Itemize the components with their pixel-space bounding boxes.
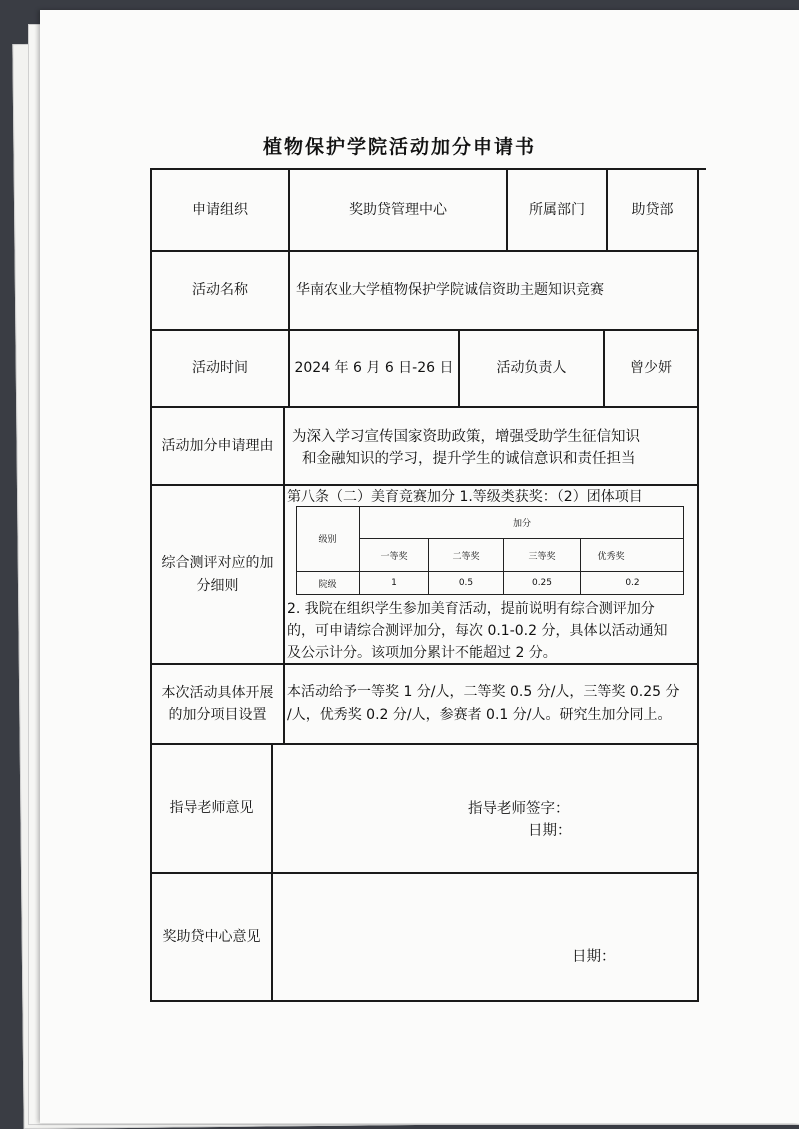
header-level: 级别 — [318, 535, 337, 545]
label-department: 所属部门 — [529, 201, 585, 218]
value-third-prize: 0.25 — [531, 578, 553, 588]
value-activity-lead: 曾少妍 — [630, 360, 672, 377]
label-activity-lead: 活动负责人 — [496, 360, 567, 377]
center-date-label: 日期： — [572, 949, 616, 965]
reason-line-2: 和金融知识的学习，提升学生的诚信意识和责任担当 — [302, 451, 636, 467]
header-second-prize: 二等奖 — [452, 551, 480, 562]
label-evaluation-rules — [152, 486, 283, 663]
scoring-line-1: 本活动给予一等奖 1 分/人，二等奖 0.5 分/人，三等奖 0.25 分 — [287, 684, 680, 700]
label-activity-name: 活动名称 — [192, 282, 248, 299]
value-first-prize: 1 — [391, 578, 397, 588]
value-applicant-org: 奖助贷管理中心 — [349, 201, 447, 218]
table-border-bottom — [150, 1000, 699, 1002]
label-line: 综合测评对应的加 — [161, 555, 274, 572]
score-table-border — [296, 594, 684, 595]
label-line: 的加分项目设置 — [168, 707, 267, 723]
advisor-date-label: 日期： — [528, 823, 572, 839]
rule-note-line-1: 2. 我院在组织学生参加美育活动，提前说明有综合测评加分 — [287, 601, 655, 617]
rule-heading: 第八条（二）美育竞赛加分 1.等级类获奖：（2）团体项目 — [287, 489, 643, 505]
rule-note-line-3: 及公示计分。该项加分累计不能超过 2 分。 — [287, 645, 557, 661]
label-applicant-org: 申请组织 — [192, 201, 248, 218]
header-excellence-prize: 优秀奖 — [597, 551, 625, 562]
label-application-reason: 活动加分申请理由 — [161, 437, 274, 454]
label-line: 本次活动具体开展 — [161, 684, 274, 701]
rule-note-line-2: 的，可申请综合测评加分，每次 0.1-0.2 分，具体以活动通知 — [287, 623, 668, 639]
row-label-college: 院级 — [318, 579, 337, 590]
value-excellence-prize: 0.2 — [625, 578, 640, 588]
column-divider — [271, 743, 273, 1001]
table-border-right — [697, 168, 699, 1002]
header-score: 加分 — [512, 518, 531, 529]
reason-line-1: 为深入学习宣传国家资助政策，增强受助学生征信知识 — [292, 429, 640, 445]
value-activity-name: 华南农业大学植物保护学院诚信资助主题知识竞赛 — [296, 282, 604, 299]
document-title: 植物保护学院活动加分申请书 — [262, 136, 536, 158]
label-scoring-setup — [152, 665, 283, 743]
column-divider — [283, 406, 285, 743]
score-table — [296, 506, 684, 595]
scoring-line-2: /人，优秀奖 0.2 分/人，参赛者 0.1 分/人。研究生加分同上。 — [287, 707, 672, 723]
header-third-prize: 三等奖 — [528, 551, 556, 562]
value-department: 助贷部 — [631, 201, 674, 218]
label-activity-time: 活动时间 — [192, 360, 248, 377]
label-advisor-opinion: 指导老师意见 — [169, 800, 254, 817]
header-first-prize: 一等奖 — [380, 551, 408, 562]
label-line: 分细则 — [196, 577, 239, 594]
value-activity-time: 2024 年 6 月 6 日-26 日 — [294, 360, 454, 377]
value-second-prize: 0.5 — [458, 578, 474, 588]
advisor-signature-label: 指导老师签字： — [468, 801, 570, 817]
label-center-opinion: 奖助贷中心意见 — [162, 928, 261, 945]
